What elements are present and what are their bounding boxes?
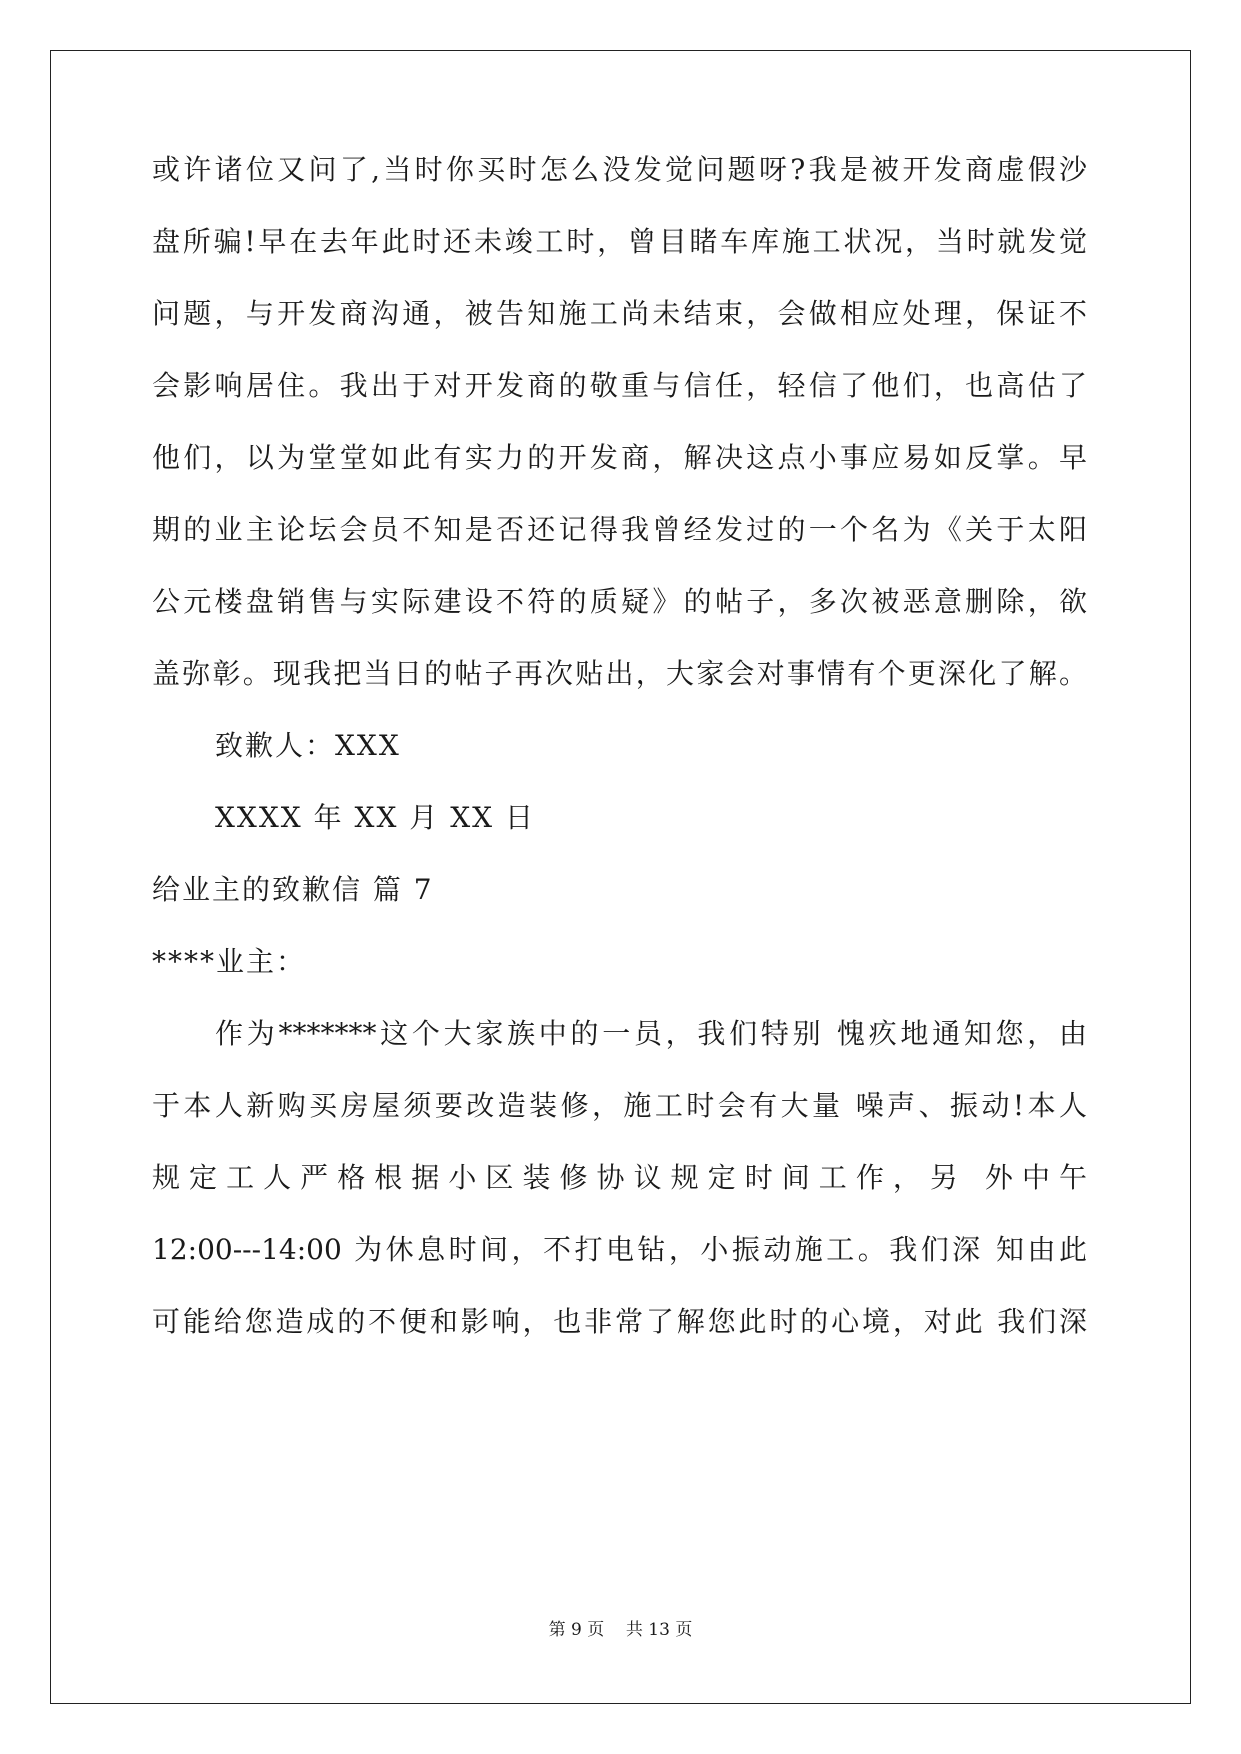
body-text-line: 规定工人严格根据小区装修协议规定时间工作，另 外中午 [152, 1161, 1087, 1194]
body-text-line: 盘所骗!早在去年此时还未竣工时，曾目睹车库施工状况，当时就发觉 [152, 225, 1087, 258]
body-text-line: 12:00---14:00 为休息时间，不打电钻，小振动施工。我们深 知由此 [152, 1233, 1087, 1266]
body-text-line: 于本人新购买房屋须要改造装修，施工时会有大量 噪声、振动!本人 [152, 1089, 1087, 1122]
body-text-line: 可能给您造成的不便和影响，也非常了解您此时的心境，对此 我们深 [152, 1305, 1087, 1338]
body-text-line: 作为*******这个大家族中的一员，我们特别 愧疚地通知您，由 [215, 1017, 1087, 1050]
page-number-footer: 第 9 页 共 13 页 [548, 1620, 693, 1640]
section-heading: 给业主的致歉信 篇 7 [152, 873, 434, 906]
body-text-line: 盖弥彰。现我把当日的帖子再次贴出，大家会对事情有个更深化了解。 [152, 657, 1087, 690]
body-text-line: 或许诸位又问了,当时你买时怎么没发觉问题呀?我是被开发商虚假沙 [152, 153, 1087, 186]
body-text-line: 公元楼盘销售与实际建设不符的质疑》的帖子，多次被恶意删除，欲 [152, 585, 1087, 618]
body-text-line: 期的业主论坛会员不知是否还记得我曾经发过的一个名为《关于太阳 [152, 513, 1087, 546]
signature-line: 致歉人：XXX [215, 729, 401, 762]
body-text-line: 会影响居住。我出于对开发商的敬重与信任，轻信了他们，也高估了 [152, 369, 1087, 402]
salutation: ****业主： [152, 945, 307, 978]
body-text-line: 问题，与开发商沟通，被告知施工尚未结束，会做相应处理，保证不 [152, 297, 1087, 330]
body-text-line: 他们，以为堂堂如此有实力的开发商，解决这点小事应易如反掌。早 [152, 441, 1087, 474]
date-line: XXXX 年 XX 月 XX 日 [215, 801, 535, 834]
